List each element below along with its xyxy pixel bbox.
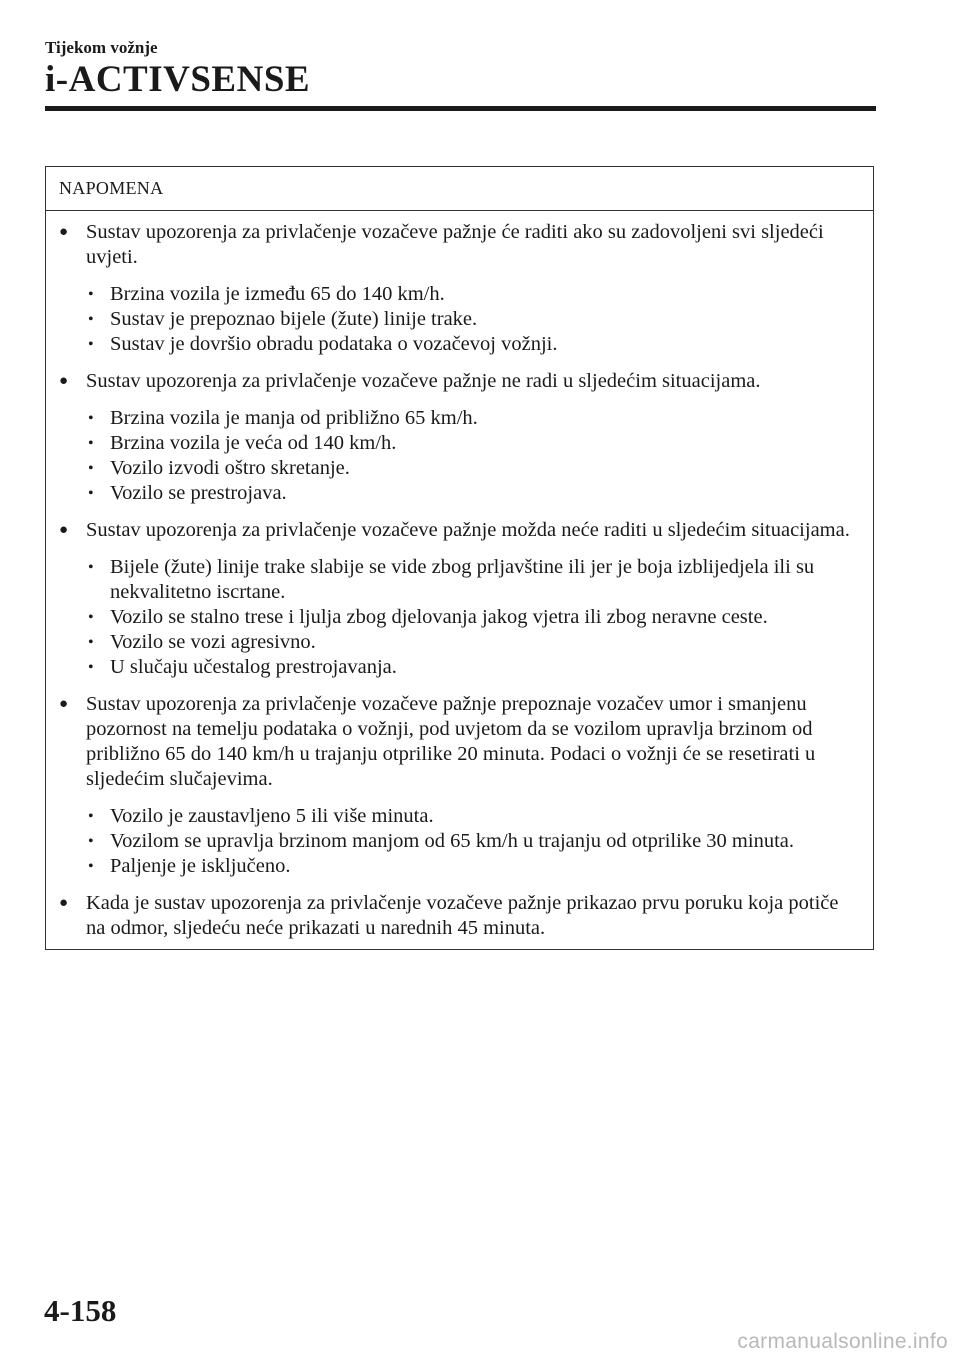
list-item xyxy=(86,481,857,506)
bullet-dot-icon: ● xyxy=(59,224,69,240)
list-item-text: Brzina vozila je između 65 do 140 km/h. xyxy=(110,283,445,305)
bullet-icon: • xyxy=(88,410,94,427)
watermark: carmanualsonline.info xyxy=(737,1330,948,1353)
list-item-text: Brzina vozila je manja od približno 65 km/h. xyxy=(110,407,478,429)
page-header xyxy=(45,38,875,100)
list-item xyxy=(86,829,857,854)
list-item-text: Vozilo je zaustavljeno 5 ili više minuta. xyxy=(110,805,434,827)
note-paragraph xyxy=(59,692,857,879)
bullet-dot-icon: ● xyxy=(59,895,69,911)
condition-list xyxy=(86,282,857,357)
bullet-icon: • xyxy=(88,609,94,626)
note-paragraph xyxy=(59,369,857,506)
list-item xyxy=(86,456,857,481)
condition-list xyxy=(86,804,857,879)
bullet-icon: • xyxy=(88,435,94,452)
list-item-text: Vozilom se upravlja brzinom manjom od 65 km/h u trajanju od otprilike 30 minuta. xyxy=(110,830,794,852)
bullet-icon: • xyxy=(88,311,94,328)
condition-list xyxy=(86,555,857,680)
list-item xyxy=(86,431,857,456)
list-item xyxy=(86,854,857,879)
list-item xyxy=(86,655,857,680)
header-divider xyxy=(45,106,876,111)
list-item xyxy=(86,605,857,630)
bullet-dot-icon: ● xyxy=(59,373,69,389)
list-item-text: Vozilo se vozi agresivno. xyxy=(110,631,316,653)
note-paragraph xyxy=(59,891,857,941)
bullet-icon: • xyxy=(88,659,94,676)
note-paragraph-text: Sustav upozorenja za privlačenje vozačeve pažnje ne radi u sljedećim situacijama. xyxy=(86,370,761,392)
list-item-text: Paljenje je isključeno. xyxy=(110,855,291,877)
bullet-dot-icon: ● xyxy=(59,696,69,712)
note-box xyxy=(45,166,874,950)
page-number: 4-158 xyxy=(44,1293,117,1328)
condition-list xyxy=(86,406,857,506)
list-item xyxy=(86,307,857,332)
bullet-icon: • xyxy=(88,833,94,850)
note-paragraph-text: Sustav upozorenja za privlačenje vozačeve pažnje možda neće raditi u sljedećim situacijama. xyxy=(86,519,850,541)
note-title: NAPOMENA xyxy=(46,167,873,211)
list-item-text: Sustav je prepoznao bijele (žute) linije trake. xyxy=(110,308,478,330)
list-item-text: U slučaju učestalog prestrojavanja. xyxy=(110,656,397,678)
list-item xyxy=(86,282,857,307)
list-item xyxy=(86,406,857,431)
note-paragraph-text: Sustav upozorenja za privlačenje vozačeve pažnje će raditi ako su zadovoljeni svi sljedeći uvjeti. xyxy=(86,221,824,268)
bullet-icon: • xyxy=(88,559,94,576)
list-item-text: Bijele (žute) linije trake slabije se vide zbog prljavštine ili jer je boja izblijedjela ili su nekvalitetno iscrtane. xyxy=(110,556,815,603)
note-paragraph-text: Sustav upozorenja za privlačenje vozačeve pažnje prepoznaje vozačev umor i smanjenu pozornost na temelju podataka o vožnji, pod uvjetom da se vozilom upravlja brzinom od približno 65 do 140 km/h u trajanju otprilike 20 minuta. Podaci o vožnji će se resetirati u sljedećim slučajevima. xyxy=(86,693,816,790)
bullet-icon: • xyxy=(88,634,94,651)
bullet-icon: • xyxy=(88,858,94,875)
note-paragraph-text: Kada je sustav upozorenja za privlačenje vozačeve pažnje prikazao prvu poruku koja potiče na odmor, sljedeću neće prikazati u narednih 45 minuta. xyxy=(86,892,839,939)
bullet-icon: • xyxy=(88,808,94,825)
bullet-icon: • xyxy=(88,286,94,303)
list-item-text: Brzina vozila je veća od 140 km/h. xyxy=(110,432,397,454)
list-item xyxy=(86,332,857,357)
list-item-text: Vozilo se stalno trese i ljulja zbog djelovanja jakog vjetra ili zbog neravne ceste. xyxy=(110,606,768,628)
list-item-text: Sustav je dovršio obradu podataka o vozačevoj vožnji. xyxy=(110,333,558,355)
list-item xyxy=(86,804,857,829)
list-item xyxy=(86,630,857,655)
bullet-icon: • xyxy=(88,460,94,477)
bullet-icon: • xyxy=(88,336,94,353)
chapter-title: i-ACTIVSENSE xyxy=(45,59,311,100)
note-body xyxy=(46,211,873,949)
list-item-text: Vozilo se prestrojava. xyxy=(110,482,287,504)
bullet-icon: • xyxy=(88,485,94,502)
bullet-dot-icon: ● xyxy=(59,522,69,538)
list-item-text: Vozilo izvodi oštro skretanje. xyxy=(110,457,350,479)
note-paragraph xyxy=(59,518,857,680)
section-label: Tijekom vožnje xyxy=(45,38,158,57)
note-paragraph xyxy=(59,220,857,357)
list-item xyxy=(86,555,857,605)
